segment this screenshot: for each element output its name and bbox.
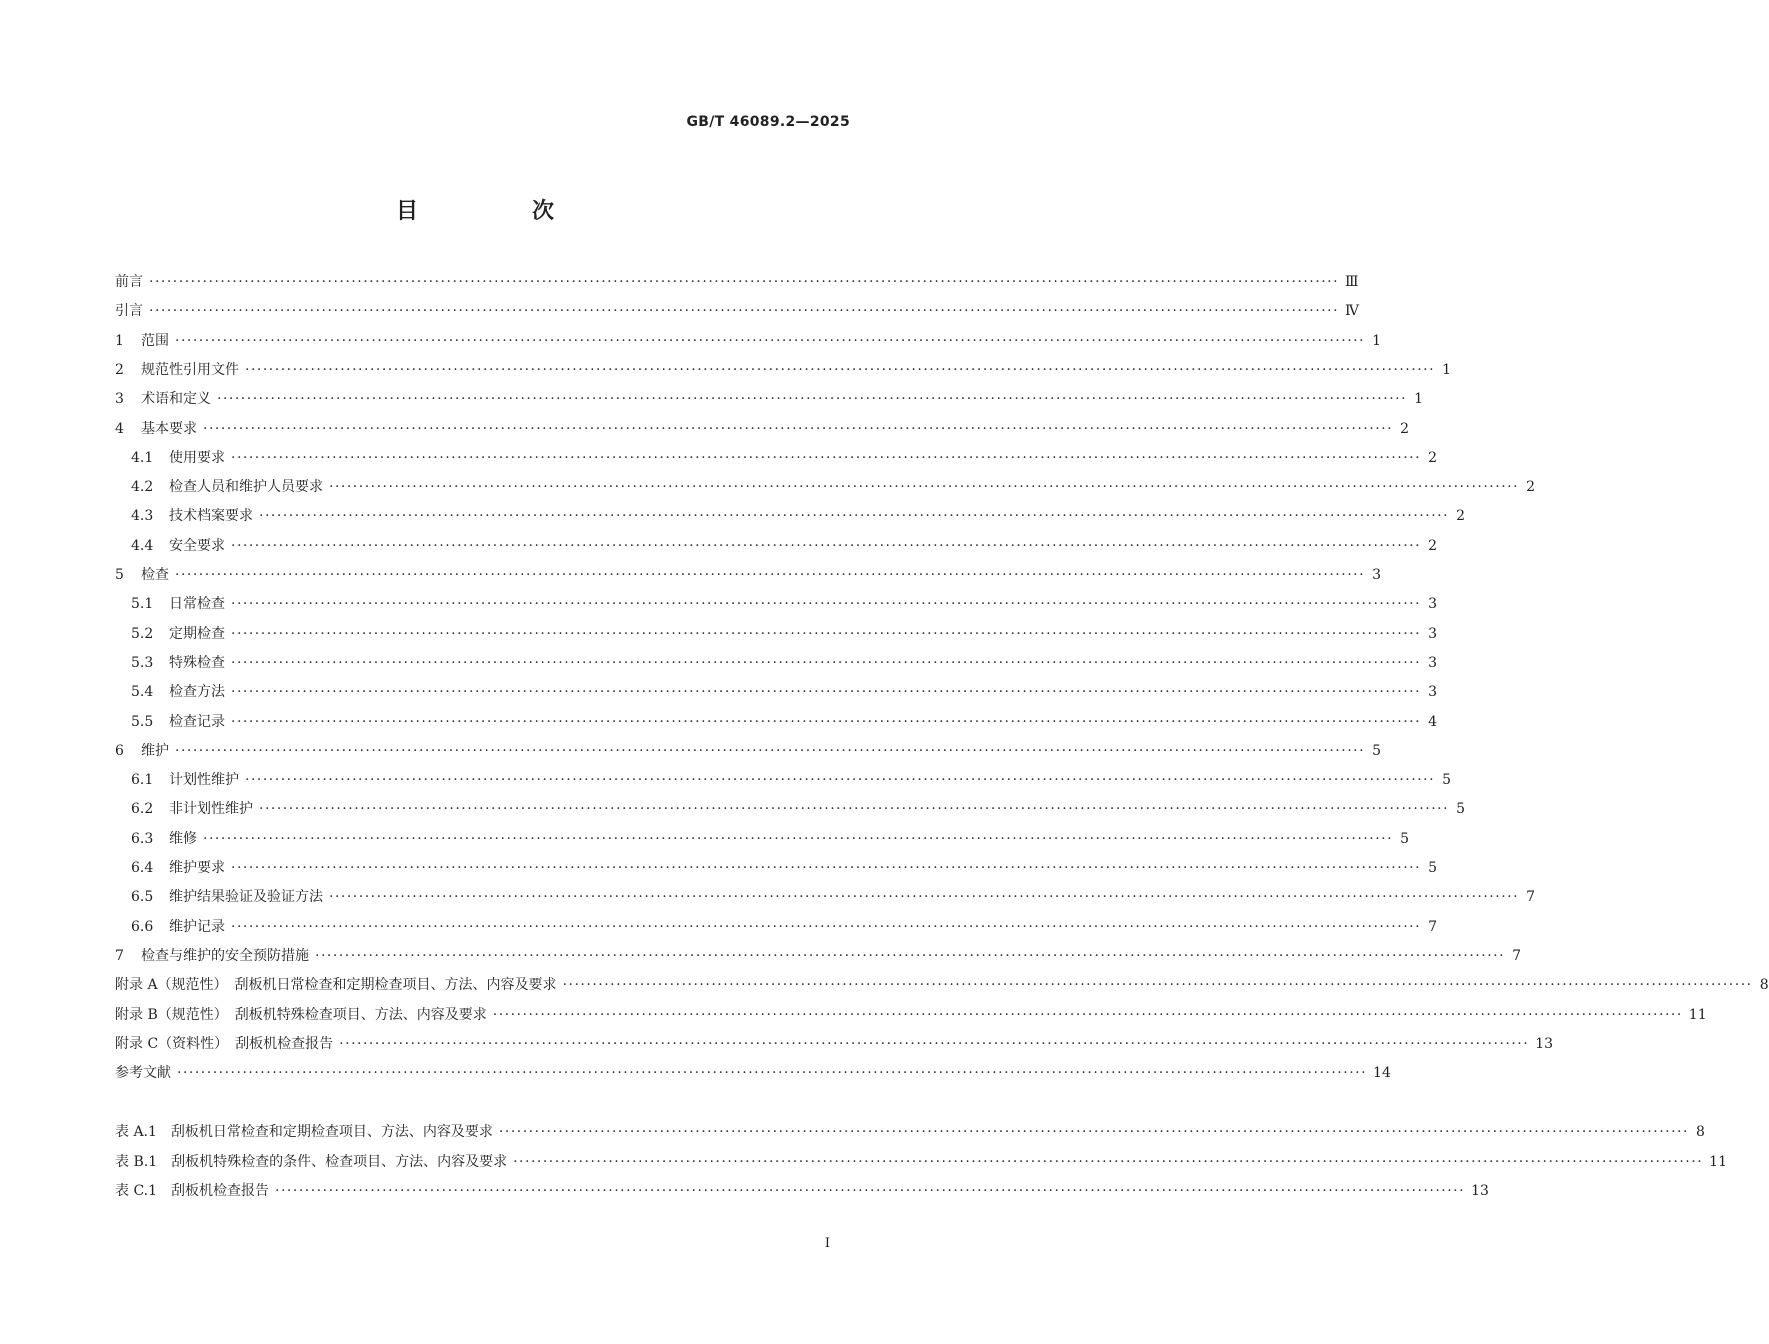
toc-entry-label: 维护 (141, 742, 169, 759)
toc-entry[interactable] (115, 887, 1536, 907)
toc-entry-number: 3 (115, 391, 124, 408)
page-number: I (824, 1236, 830, 1251)
toc-entry-number: 5.3 (131, 654, 154, 671)
toc-entry-number: 4.2 (131, 479, 154, 496)
toc-entry[interactable] (115, 799, 1466, 819)
toc-entry-number: 6.2 (131, 801, 154, 818)
toc-entry-number: 2 (115, 361, 124, 378)
table-entry-label: 表 B.1 刮板机特殊检查的条件、检查项目、方法、内容及要求 (115, 1153, 508, 1170)
toc-entry-label: 使用要求 (169, 449, 225, 466)
toc-entry-page: 2 (1526, 479, 1536, 496)
toc-entry-label: 范围 (141, 332, 169, 349)
toc-entry[interactable] (115, 682, 1438, 702)
toc-entry[interactable] (115, 858, 1438, 878)
leader-dots: ········································································································································································································ (203, 420, 1394, 437)
toc-entry-page: 3 (1372, 567, 1382, 583)
toc-entry[interactable] (115, 1063, 1391, 1083)
toc-entry-label: 安全要求 (169, 537, 225, 554)
toc-entry-number: 4.3 (131, 508, 154, 525)
toc-entry-page: 2 (1400, 420, 1410, 437)
leader-dots: ········································································································································································································ (175, 742, 1366, 759)
toc-entry-label: 计划性维护 (169, 772, 239, 789)
toc-entry-label: 附录 B（规范性） 刮板机特殊检查项目、方法、内容及要求 (115, 1006, 487, 1023)
leader-dots: ········································································································································································································ (177, 1065, 1368, 1082)
toc-entry-number: 7 (115, 947, 124, 964)
toc-entry[interactable] (115, 565, 1382, 585)
toc-entry-page: 7 (1526, 889, 1536, 906)
leader-dots: ········································································································································································································ (275, 1183, 1466, 1199)
toc-entry-page: 7 (1512, 947, 1522, 964)
toc-entry-number: 6.5 (131, 889, 154, 906)
toc-entry-label: 特殊检查 (169, 654, 225, 671)
leader-dots: ········································································································································································································ (231, 625, 1422, 642)
toc-entry-label: 维护结果验证及验证方法 (169, 889, 323, 906)
toc-entry-number: 5.5 (131, 713, 154, 730)
leader-dots: ········································································································································································································ (245, 772, 1436, 789)
toc-entry-label: 术语和定义 (141, 391, 211, 408)
leader-dots: ········································································································································································································ (231, 537, 1422, 554)
toc-entry-label: 定期检查 (169, 625, 225, 642)
leader-dots: ········································································································································································································ (231, 449, 1422, 466)
toc-entry-page: 1 (1442, 361, 1452, 378)
toc-entry[interactable] (115, 917, 1438, 937)
table-entry[interactable] (115, 1152, 1727, 1172)
toc-entry-label: 维护要求 (169, 860, 225, 876)
toc-entry-label: 维修 (169, 830, 197, 847)
toc-entry-label: 检查方法 (169, 684, 225, 701)
standard-code: GB/T 46089.2—2025 (686, 114, 850, 130)
toc-entry[interactable] (115, 741, 1382, 761)
toc-entry-label: 基本要求 (141, 420, 197, 437)
table-entry-label: 表 C.1 刮板机检查报告 (115, 1183, 270, 1199)
toc-entry[interactable] (115, 594, 1438, 614)
toc-entry-page: 3 (1428, 625, 1438, 642)
toc-entry[interactable] (115, 389, 1424, 409)
leader-dots: ········································································································································································································ (149, 303, 1340, 320)
leader-dots: ········································································································································································································ (231, 596, 1422, 613)
toc-entry-number: 6.6 (131, 918, 154, 935)
toc-entry[interactable] (115, 536, 1438, 556)
toc-entry-number: 4 (115, 420, 124, 437)
toc-entry-page: 13 (1535, 1035, 1554, 1052)
toc-entry[interactable] (115, 975, 1769, 995)
toc-entry-label: 检查 (141, 567, 169, 583)
leader-dots: ········································································································································································································ (259, 801, 1450, 818)
toc-entry-label: 参考文献 (115, 1065, 171, 1082)
toc-entry-label: 技术档案要求 (169, 508, 253, 525)
leader-dots: ········································································································································································································ (175, 332, 1366, 349)
toc-entry-page: 5 (1456, 801, 1466, 818)
toc-entry[interactable] (115, 1034, 1554, 1054)
toc-entry-page: 5 (1372, 742, 1382, 759)
toc-entry-number: 4.4 (131, 537, 154, 554)
toc-entry-page: 7 (1428, 918, 1438, 935)
toc-entry-number: 6.4 (131, 860, 154, 876)
table-entry-page: 8 (1696, 1124, 1705, 1140)
toc-entry[interactable] (115, 946, 1522, 966)
leader-dots: ········································································································································································································ (149, 274, 1340, 290)
toc-entry-page: 14 (1373, 1065, 1391, 1082)
toc-entry-number: 5.1 (131, 596, 154, 613)
toc-entry-number: 5.4 (131, 684, 154, 701)
toc-entry-label: 检查记录 (169, 713, 225, 730)
page-title: 目 次 (395, 199, 600, 224)
leader-dots: ········································································································································································································ (315, 947, 1506, 964)
toc-entry-number: 6.1 (131, 772, 154, 789)
toc-entry[interactable] (115, 506, 1466, 526)
toc-entry-page: 5 (1428, 860, 1438, 876)
leader-dots: ········································································································································································································ (231, 918, 1422, 935)
toc-entry-label: 引言 (115, 303, 143, 320)
toc-entry-page: Ⅳ (1345, 303, 1360, 320)
toc-entry-number: 5.2 (131, 625, 154, 642)
toc-entry[interactable] (115, 301, 1360, 321)
leader-dots: ········································································································································································································ (175, 567, 1366, 583)
table-entry-label: 表 A.1 刮板机日常检查和定期检查项目、方法、内容及要求 (115, 1124, 493, 1140)
toc-entry[interactable] (115, 272, 1359, 292)
leader-dots: ········································································································································································································ (231, 684, 1422, 701)
toc-entry-label: 非计划性维护 (169, 801, 253, 818)
toc-entry-label: 规范性引用文件 (141, 361, 239, 378)
leader-dots: ········································································································································································································ (259, 508, 1450, 525)
table-entry-page: 11 (1709, 1153, 1727, 1170)
toc-entry-page: 5 (1400, 830, 1410, 847)
toc-entry[interactable] (115, 624, 1438, 644)
toc-entry-label: 检查与维护的安全预防措施 (141, 947, 309, 964)
leader-dots: ········································································································································································································ (245, 361, 1436, 378)
toc-entry[interactable] (115, 448, 1438, 468)
leader-dots: ········································································································································································································ (217, 391, 1408, 408)
table-entry-page: 13 (1471, 1183, 1489, 1199)
toc-entry-page: 2 (1456, 508, 1466, 525)
toc-entry[interactable] (115, 653, 1438, 673)
toc-entry[interactable] (115, 829, 1410, 849)
table-entry[interactable] (115, 1181, 1489, 1201)
leader-dots: ········································································································································································································ (498, 1124, 1689, 1140)
toc-entry-page: 2 (1428, 449, 1438, 466)
toc-entry-number: 6 (115, 742, 124, 759)
leader-dots: ········································································································································································································ (231, 654, 1422, 671)
toc-entry-page: 1 (1372, 332, 1382, 349)
leader-dots: ········································································································································································································ (203, 830, 1394, 847)
leader-dots: ········································································································································································································ (513, 1153, 1704, 1170)
toc-entry-page: 1 (1414, 391, 1424, 408)
toc-entry-number: 5 (115, 567, 124, 583)
toc-entry-number: 1 (115, 332, 124, 349)
leader-dots: ········································································································································································································ (329, 889, 1520, 906)
toc-entry-label: 检查人员和维护人员要求 (169, 479, 323, 496)
toc-entry[interactable] (115, 419, 1410, 439)
toc-entry-number: 6.3 (131, 830, 154, 847)
toc-entry[interactable] (115, 770, 1452, 790)
toc-entry-label: 维护记录 (169, 918, 225, 935)
leader-dots: ········································································································································································································ (562, 977, 1753, 994)
toc-entry-label: 前言 (115, 274, 143, 290)
toc-entry-page: 5 (1442, 772, 1452, 789)
toc-entry-number: 4.1 (131, 449, 154, 466)
toc-entry[interactable] (115, 331, 1382, 351)
leader-dots: ········································································································································································································ (339, 1035, 1530, 1052)
toc-entry-page: Ⅲ (1345, 274, 1359, 290)
toc-entry[interactable] (115, 712, 1438, 732)
leader-dots: ········································································································································································································ (329, 479, 1520, 496)
leader-dots: ········································································································································································································ (231, 860, 1422, 876)
toc-entry[interactable] (115, 477, 1536, 497)
toc-entry-label: 附录 A（规范性） 刮板机日常检查和定期检查项目、方法、内容及要求 (115, 977, 557, 994)
toc-entry-page: 3 (1428, 596, 1438, 613)
toc-entry-page: 2 (1428, 537, 1438, 554)
toc-entry[interactable] (115, 360, 1452, 380)
toc-entry-page: 11 (1688, 1006, 1707, 1023)
leader-dots: ········································································································································································································ (492, 1006, 1683, 1023)
toc-entry-page: 4 (1428, 713, 1438, 730)
toc-entry-page: 3 (1428, 654, 1438, 671)
toc-entry-label: 日常检查 (169, 596, 225, 613)
toc-entry-label: 附录 C（资料性） 刮板机检查报告 (115, 1035, 334, 1052)
leader-dots: ········································································································································································································ (231, 713, 1422, 730)
toc-entry[interactable] (115, 1005, 1707, 1025)
toc-entry-page: 8 (1759, 977, 1769, 994)
table-entry[interactable] (115, 1122, 1705, 1142)
toc-entry-page: 3 (1428, 684, 1438, 701)
